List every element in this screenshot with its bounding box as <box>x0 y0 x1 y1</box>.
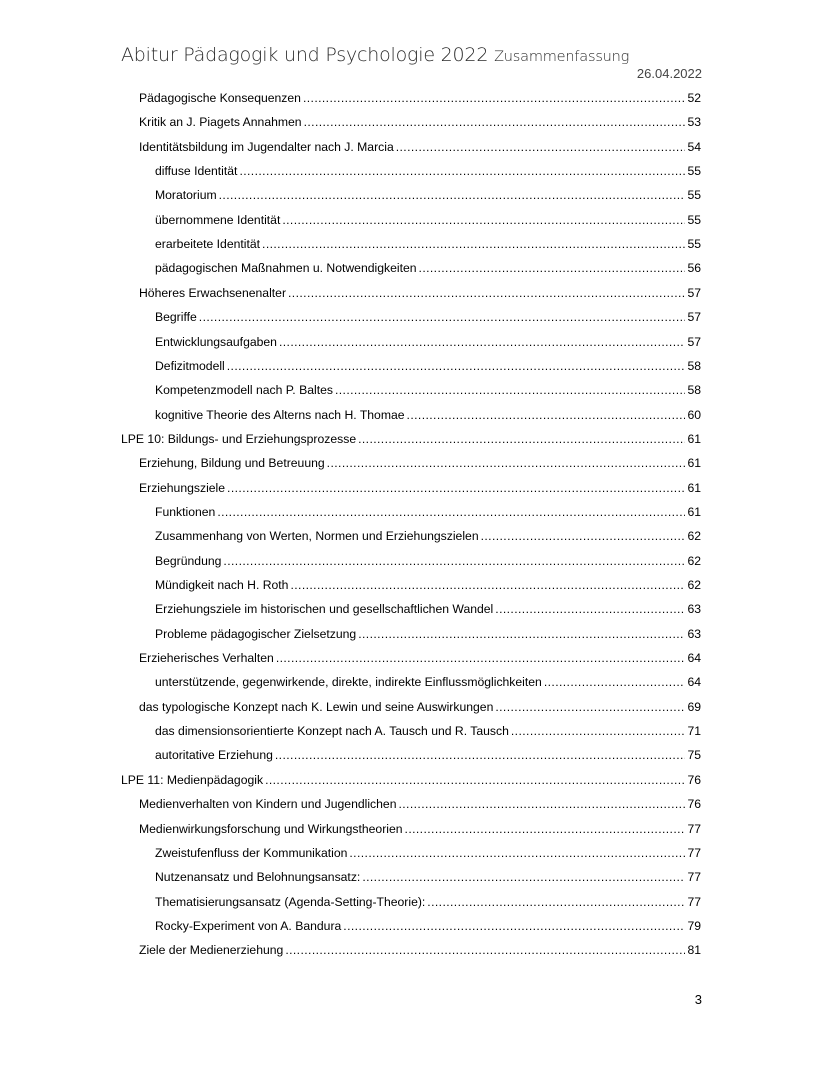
toc-entry-label: Moratorium <box>155 188 217 202</box>
toc-entry-page: 63 <box>687 627 701 641</box>
toc-dot-leader <box>303 88 685 108</box>
toc-entry[interactable] <box>155 356 701 376</box>
toc-entry-page: 76 <box>687 797 701 811</box>
toc-entry[interactable] <box>155 307 701 327</box>
toc-entry-page: 77 <box>687 822 701 836</box>
toc-entry-label: Identitätsbildung im Jugendalter nach J. Marcia <box>139 140 394 154</box>
toc-dot-leader <box>262 234 685 254</box>
toc-entry[interactable] <box>139 819 701 839</box>
toc-entry-page: 62 <box>687 529 701 543</box>
toc-entry[interactable] <box>155 332 701 352</box>
toc-dot-leader <box>544 672 685 692</box>
toc-entry-page: 58 <box>687 383 701 397</box>
toc-entry-label: Probleme pädagogischer Zielsetzung <box>155 627 357 641</box>
toc-entry-page: 77 <box>687 895 701 909</box>
toc-entry[interactable] <box>155 526 701 546</box>
toc-entry-page: 81 <box>687 943 701 957</box>
toc-dot-leader <box>223 551 685 571</box>
toc-entry[interactable] <box>155 672 701 692</box>
toc-entry-label: erarbeitete Identität <box>155 237 261 251</box>
toc-entry-page: 54 <box>687 140 701 154</box>
toc-entry[interactable] <box>155 599 701 619</box>
toc-entry-label: LPE 10: Bildungs- und Erziehungsprozesse <box>121 432 357 446</box>
toc-entry-label: diffuse Identität <box>155 164 238 178</box>
toc-entry-label: Erziehungsziele <box>139 481 226 495</box>
toc-entry[interactable] <box>139 112 701 132</box>
toc-entry-label: Ziele der Medienerziehung <box>139 943 284 957</box>
toc-entry-label: das dimensionsorientierte Konzept nach A. Tausch und R. Tausch <box>155 724 509 738</box>
toc-entry[interactable] <box>155 745 701 765</box>
toc-entry[interactable] <box>155 843 701 863</box>
toc-entry-label: pädagogischen Maßnahmen u. Notwendigkeiten <box>155 261 417 275</box>
toc-entry[interactable] <box>139 283 701 303</box>
toc-dot-leader <box>419 258 685 278</box>
toc-dot-leader <box>511 721 685 741</box>
toc-entry[interactable] <box>155 258 701 278</box>
toc-entry-page: 79 <box>687 919 701 933</box>
toc-dot-leader <box>362 867 685 887</box>
toc-entry[interactable] <box>121 429 701 449</box>
toc-entry[interactable] <box>155 405 701 425</box>
toc-entry[interactable] <box>155 916 701 936</box>
toc-dot-leader <box>227 478 685 498</box>
toc-entry[interactable] <box>155 892 701 912</box>
toc-entry-page: 55 <box>687 213 701 227</box>
toc-dot-leader <box>358 624 685 644</box>
toc-dot-leader <box>290 575 685 595</box>
toc-entry[interactable] <box>155 161 701 181</box>
toc-entry-page: 52 <box>687 91 701 105</box>
toc-entry-label: autoritative Erziehung <box>155 748 273 762</box>
toc-entry-label: Medienverhalten von Kindern und Jugendlichen <box>139 797 397 811</box>
toc-entry-page: 60 <box>687 408 701 422</box>
toc-entry-label: Kompetenzmodell nach P. Baltes <box>155 383 333 397</box>
toc-entry[interactable] <box>155 502 701 522</box>
toc-entry-page: 75 <box>687 748 701 762</box>
header-title <box>121 44 629 66</box>
toc-dot-leader <box>285 940 685 960</box>
toc-entry-label: Höheres Erwachsenenalter <box>139 286 287 300</box>
toc-entry-page: 63 <box>687 602 701 616</box>
toc-entry-label: Thematisierungsansatz (Agenda-Setting-Theorie): <box>155 895 426 909</box>
toc-dot-leader <box>481 526 685 546</box>
toc-entry-page: 64 <box>687 651 701 665</box>
toc-entry-label: unterstützende, gegenwirkende, direkte, indirekte Einflussmöglichkeiten <box>155 675 542 689</box>
header-date: 26.04.2022 <box>636 66 702 81</box>
toc-dot-leader <box>335 380 685 400</box>
toc-entry-page: 56 <box>687 261 701 275</box>
toc-dot-leader <box>398 794 685 814</box>
toc-dot-leader <box>217 502 685 522</box>
toc-dot-leader <box>407 405 685 425</box>
toc-entry-page: 61 <box>687 481 701 495</box>
toc-entry-page: 71 <box>687 724 701 738</box>
toc-entry-page: 61 <box>687 505 701 519</box>
toc-entry-page: 61 <box>687 456 701 470</box>
toc-dot-leader <box>427 892 685 912</box>
toc-entry[interactable] <box>155 867 701 887</box>
toc-entry-label: übernommene Identität <box>155 213 281 227</box>
toc-entry[interactable] <box>139 453 701 473</box>
toc-entry-page: 55 <box>687 237 701 251</box>
toc-dot-leader <box>495 599 685 619</box>
toc-dot-leader <box>349 843 685 863</box>
toc-entry[interactable] <box>155 380 701 400</box>
toc-dot-leader <box>276 648 685 668</box>
toc-dot-leader <box>265 770 685 790</box>
toc-entry-label: LPE 11: Medienpädagogik <box>121 773 264 787</box>
toc-entry-page: 61 <box>687 432 701 446</box>
toc-entry[interactable] <box>139 794 701 814</box>
toc-entry-page: 77 <box>687 846 701 860</box>
toc-entry[interactable] <box>139 137 701 157</box>
toc-dot-leader <box>396 137 685 157</box>
toc-dot-leader <box>288 283 685 303</box>
toc-entry[interactable] <box>155 624 701 644</box>
toc-entry[interactable] <box>155 575 701 595</box>
toc-entry-label: Zusammenhang von Werten, Normen und Erziehungszielen <box>155 529 479 543</box>
toc-entry-label: Medienwirkungsforschung und Wirkungstheorien <box>139 822 403 836</box>
toc-dot-leader <box>282 210 685 230</box>
toc-dot-leader <box>227 356 685 376</box>
toc-entry-label: das typologische Konzept nach K. Lewin und seine Auswirkungen <box>139 700 494 714</box>
toc-entry[interactable] <box>155 185 701 205</box>
toc-dot-leader <box>304 112 685 132</box>
toc-entry-page: 53 <box>687 115 701 129</box>
toc-entry-page: 57 <box>687 310 701 324</box>
toc-entry-page: 55 <box>687 188 701 202</box>
toc-entry-label: Funktionen <box>155 505 216 519</box>
toc-entry[interactable] <box>139 88 701 108</box>
toc-entry-page: 76 <box>687 773 701 787</box>
toc-entry[interactable] <box>155 234 701 254</box>
toc-entry-label: Kritik an J. Piagets Annahmen <box>139 115 302 129</box>
toc-dot-leader <box>343 916 685 936</box>
toc-entry-page: 77 <box>687 870 701 884</box>
toc-dot-leader <box>219 185 685 205</box>
toc-entry-page: 62 <box>687 578 701 592</box>
toc-entry-label: Begründung <box>155 554 222 568</box>
toc-entry-label: Defizitmodell <box>155 359 225 373</box>
toc-entry-page: 58 <box>687 359 701 373</box>
toc-entry[interactable] <box>155 210 701 230</box>
toc-dot-leader <box>239 161 685 181</box>
toc-dot-leader <box>327 453 685 473</box>
toc-entry-label: Erziehung, Bildung und Betreuung <box>139 456 325 470</box>
toc-entry-label: Begriffe <box>155 310 197 324</box>
toc-entry-page: 57 <box>687 286 701 300</box>
toc-dot-leader <box>405 819 685 839</box>
toc-entry-page: 62 <box>687 554 701 568</box>
toc-dot-leader <box>199 307 685 327</box>
toc-dot-leader <box>495 697 685 717</box>
toc-entry-label: Zweistufenfluss der Kommunikation <box>155 846 348 860</box>
toc-entry[interactable] <box>139 697 701 717</box>
header-title-main: Abitur Pädagogik und Psychologie 2022 <box>121 44 489 66</box>
toc-entry[interactable] <box>121 770 701 790</box>
toc-entry-label: Erziehungsziele im historischen und gesellschaftlichen Wandel <box>155 602 494 616</box>
toc-entry-label: kognitive Theorie des Alterns nach H. Thomae <box>155 408 405 422</box>
toc-entry-label: Entwicklungsaufgaben <box>155 335 277 349</box>
toc-entry[interactable] <box>139 940 701 960</box>
toc-entry-page: 55 <box>687 164 701 178</box>
toc-entry-label: Erzieherisches Verhalten <box>139 651 274 665</box>
toc-dot-leader <box>358 429 685 449</box>
toc-entry-label: Rocky-Experiment von A. Bandura <box>155 919 342 933</box>
toc-dot-leader <box>279 332 685 352</box>
toc-dot-leader <box>275 745 685 765</box>
toc-entry-label: Pädagogische Konsequenzen <box>139 91 301 105</box>
toc-entry-label: Mündigkeit nach H. Roth <box>155 578 289 592</box>
toc-entry-label: Nutzenansatz und Belohnungsansatz: <box>155 870 361 884</box>
toc-entry[interactable] <box>155 721 701 741</box>
toc-entry[interactable] <box>155 551 701 571</box>
toc-entry-page: 69 <box>687 700 701 714</box>
page-number: 3 <box>694 992 702 1007</box>
header-subtitle: Zusammenfassung <box>494 49 630 65</box>
toc-entry-page: 57 <box>687 335 701 349</box>
toc-entry[interactable] <box>139 478 701 498</box>
toc-entry-page: 64 <box>687 675 701 689</box>
toc-entry[interactable] <box>139 648 701 668</box>
